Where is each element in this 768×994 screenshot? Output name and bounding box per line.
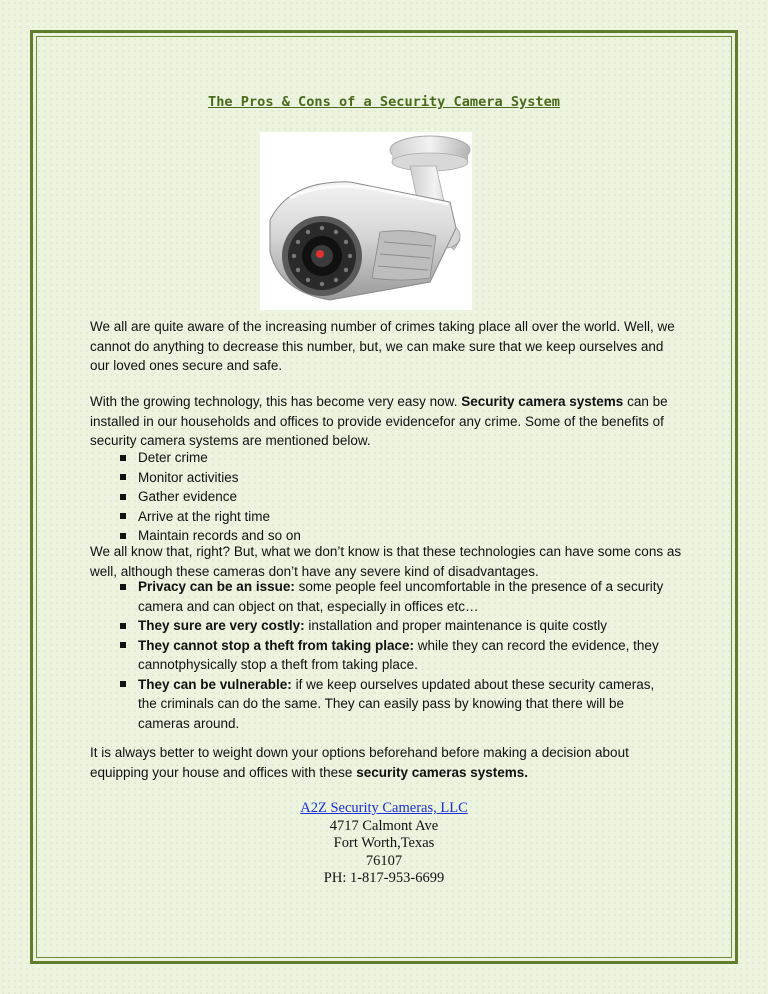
cons-list	[118, 577, 676, 733]
address-street: 4717 Calmont Ave	[329, 817, 439, 834]
list-item: Arrive at the right time	[118, 507, 678, 527]
company-footer	[0, 800, 768, 888]
page-title: The Pros & Cons of a Security Camera System	[208, 94, 560, 110]
list-item: Maintain records and so on	[118, 526, 678, 546]
company-link[interactable]: A2Z Security Cameras, LLC	[300, 800, 468, 816]
cons-intro-paragraph: We all know that, right? But, what we don’t know is that these technologies can have some cons as well, although these cameras don’t have any severe kind of disadvantages.	[90, 544, 682, 579]
technology-text-b: can be installed in our households and offices to provide evidencefor any crime. Some of the benefits of security camera systems are mentioned below.	[90, 394, 668, 448]
security-cameras-systems-bold: security cameras systems.	[356, 764, 529, 780]
technology-paragraph	[90, 392, 682, 451]
list-item: Deter crime	[118, 448, 678, 468]
security-camera-systems-bold: Security camera systems	[461, 394, 624, 409]
list-item: Gather evidence	[118, 487, 678, 507]
technology-text-a: With the growing technology, this has become very easy now.	[90, 394, 462, 409]
address-zip: 76107	[365, 852, 403, 869]
intro-paragraph: We all are quite aware of the increasing number of crimes taking place all over the world. Well, we cannot do anything to decrease this number, but, we can make sure that we keep ourselves and our loved ones secure and safe.	[90, 319, 675, 373]
list-item: They can be vulnerable: if we keep ourselves updated about these security cameras, the criminals can do the same. They can easily pass by knowing that there will be cameras around.	[118, 675, 676, 734]
conclusion-paragraph: It is always better to weight down your options beforehand before making a decision about equipping your house and offices with these security cameras systems.	[90, 745, 629, 780]
list-item: Monitor activities	[118, 468, 678, 488]
security-camera-image	[260, 132, 472, 310]
benefits-list	[118, 448, 678, 546]
camera-icon	[260, 132, 472, 310]
address-city: Fort Worth,Texas	[333, 835, 435, 851]
list-item: Privacy can be an issue: some people feel uncomfortable in the presence of a security camera and can object on that, especially in offices etc…	[118, 577, 676, 616]
list-item: They sure are very costly: installation and proper maintenance is quite costly	[118, 616, 676, 636]
phone-number: PH: 1-817-953-6699	[323, 870, 445, 886]
list-item: They cannot stop a theft from taking place: while they can record the evidence, they cannotphysically stop a theft from taking place.	[118, 636, 676, 675]
